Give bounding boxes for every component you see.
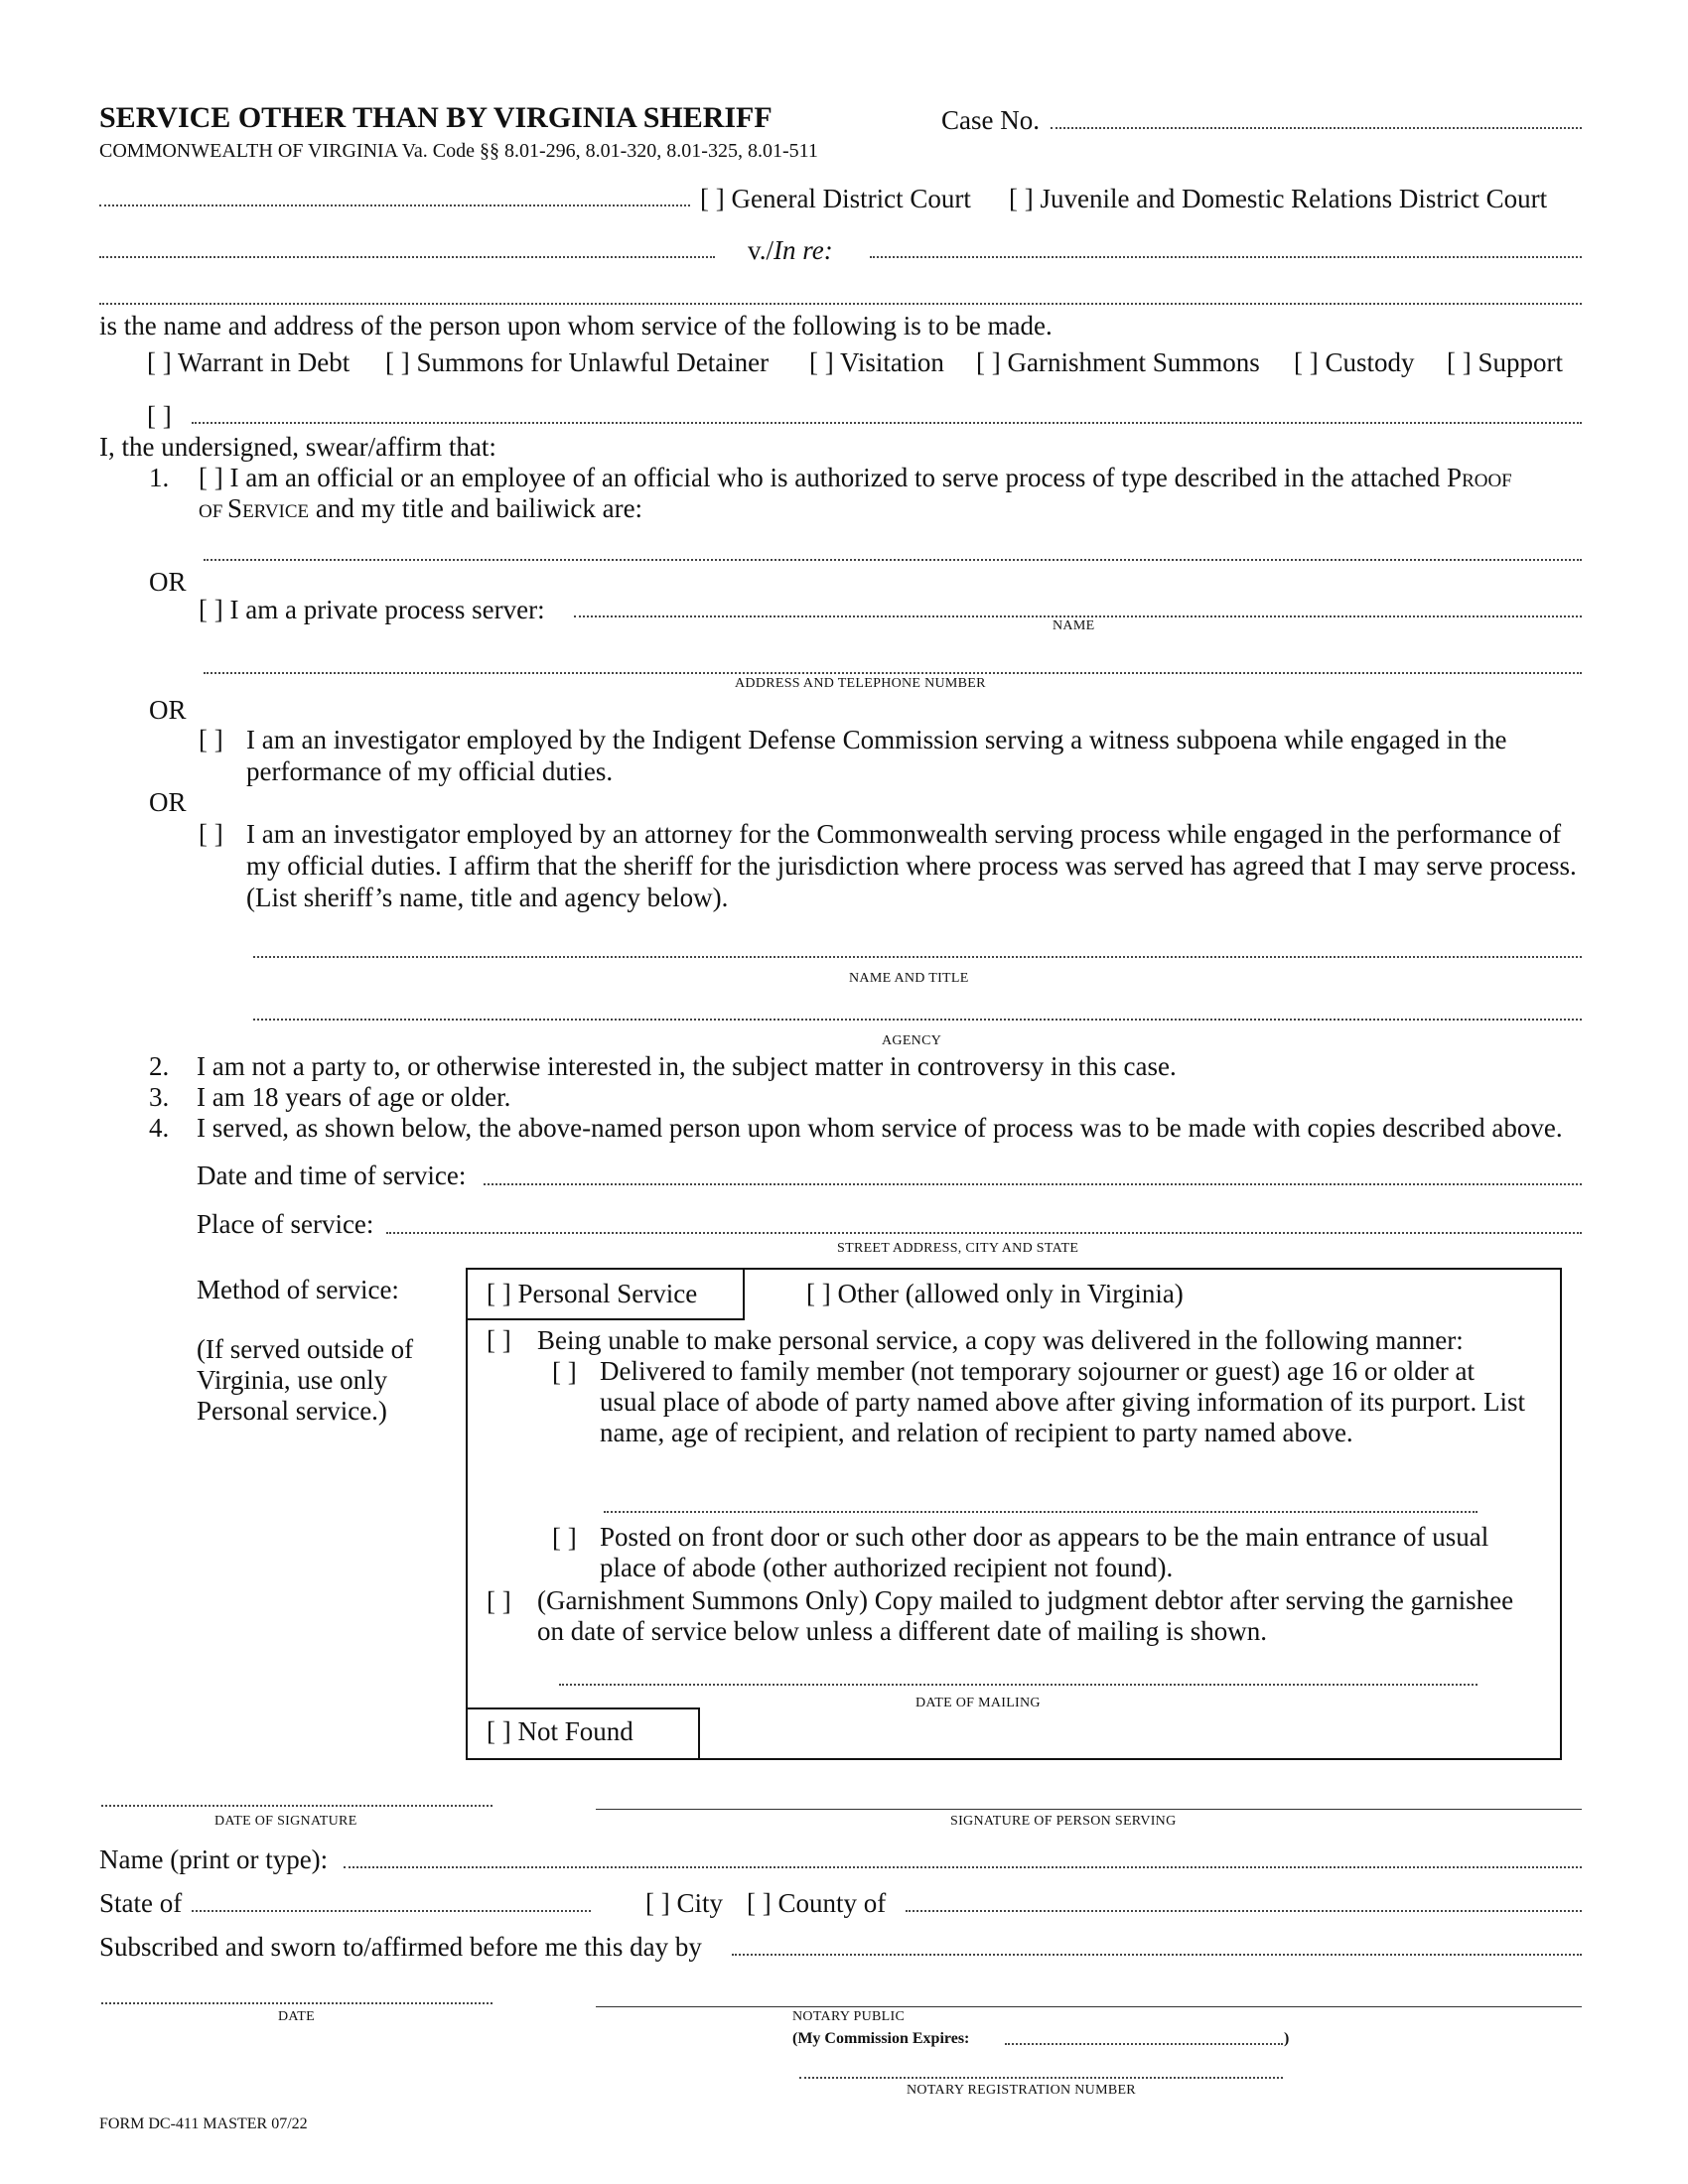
private-server-checkbox[interactable]: [ ] I am a private process server: <box>199 595 545 624</box>
notary-signature-field[interactable] <box>596 2006 1582 2007</box>
signature-field[interactable] <box>596 1809 1582 1810</box>
item-2-number: 2. <box>149 1051 170 1081</box>
commission-close: ) <box>1284 2030 1290 2047</box>
family-member-checkbox[interactable]: [ ] <box>552 1357 577 1387</box>
defendant-field[interactable] <box>870 256 1582 258</box>
caption-date-mailing: DATE OF MAILING <box>915 1696 1041 1710</box>
item-4-number: 4. <box>149 1113 170 1143</box>
form-number: FORM DC-411 MASTER 07/22 <box>99 2116 308 2132</box>
or-label-3: OR <box>149 787 187 817</box>
unlawful-detainer-checkbox[interactable]: [ ] Summons for Unlawful Detainer <box>385 347 770 377</box>
form-subtitle: COMMONWEALTH OF VIRGINIA Va. Code §§ 8.01-296, 8.01-320, 8.01-325, 8.01-511 <box>99 140 818 162</box>
name-print-label: Name (print or type): <box>99 1844 329 1874</box>
or-label-2: OR <box>149 695 187 725</box>
caption-street: STREET ADDRESS, CITY AND STATE <box>837 1241 1079 1256</box>
garnishment-mailed-checkbox[interactable]: [ ] <box>487 1586 511 1616</box>
caption-address: ADDRESS AND TELEPHONE NUMBER <box>735 676 986 691</box>
form-title: SERVICE OTHER THAN BY VIRGINIA SHERIFF <box>99 101 773 134</box>
unable-text: Being unable to make personal service, a copy was delivered in the following manner: <box>537 1325 1464 1355</box>
other-service-checkbox[interactable]: [ ] Other (allowed only in Virginia) <box>806 1279 1184 1308</box>
subscribed-by-field[interactable] <box>732 1954 1582 1956</box>
case-no-label: Case No. <box>941 105 1040 135</box>
custody-checkbox[interactable]: [ ] Custody <box>1294 347 1415 377</box>
posted-checkbox[interactable]: [ ] <box>552 1523 577 1553</box>
general-district-checkbox[interactable]: [ ] General District Court <box>700 184 971 213</box>
notary-date-field[interactable] <box>101 2002 492 2004</box>
plaintiff-field[interactable] <box>99 256 715 258</box>
investigator-idc-checkbox[interactable]: [ ] <box>199 725 223 754</box>
item-4-text: I served, as shown below, the above-named person upon whom service of process was to be made with copies described above. <box>197 1113 1563 1143</box>
item-2-text: I am not a party to, or otherwise interested in, the subject matter in controversy in this case. <box>197 1051 1177 1081</box>
date-time-label: Date and time of service: <box>197 1160 467 1190</box>
court-name-field[interactable] <box>99 205 690 206</box>
investigator-cw-text: I am an investigator employed by an attorney for the Commonwealth serving process while engaged in the performance of my official duties. I affirm that the sheriff for the jurisdiction where process was served has agreed that I may serve process. (List sheriff’s name, title and agency below). <box>246 819 1577 912</box>
state-label: State of <box>99 1888 183 1918</box>
garnishment-mailed-text: (Garnishment Summons Only) Copy mailed to judgment debtor after serving the garnishee on date of service below unless a different date of mailing is shown. <box>537 1585 1514 1646</box>
date-time-field[interactable] <box>484 1183 1582 1185</box>
investigator-idc-text: I am an investigator employed by the Indigent Defense Commission serving a witness subpoena while engaged in the performance of my official duties. <box>246 725 1507 786</box>
recipient-info-field[interactable] <box>604 1511 1477 1513</box>
warrant-in-debt-checkbox[interactable]: [ ] Warrant in Debt <box>147 347 351 377</box>
or-label-1: OR <box>149 567 187 597</box>
item-3-text: I am 18 years of age or older. <box>197 1082 511 1112</box>
private-server-name-field[interactable] <box>574 615 1582 617</box>
item-1-text-cont: OF SERVICE and my title and bailiwick are: <box>199 493 643 523</box>
state-field[interactable] <box>192 1910 591 1912</box>
registration-number-field[interactable] <box>799 2077 1283 2079</box>
date-of-signature-field[interactable] <box>101 1805 492 1807</box>
caption-notary-public: NOTARY PUBLIC <box>792 2009 906 2024</box>
title-bailiwick-field[interactable] <box>204 559 1582 561</box>
name-print-field[interactable] <box>344 1866 1582 1868</box>
item-1-text[interactable]: [ ] I am an official or an employee of an official who is authorized to serve process of type described in the attached PROOF <box>199 463 1512 492</box>
city-checkbox[interactable]: [ ] City <box>645 1888 723 1918</box>
family-member-text: Delivered to family member (not temporary sojourner or guest) age 16 or older at usual place of abode of party named above after giving information of its purport. List name, age of recipient, and relation of recipient to party named above. <box>600 1356 1525 1447</box>
caption-date-signature: DATE OF SIGNATURE <box>214 1814 357 1829</box>
caption-name: NAME <box>1053 618 1095 633</box>
place-label: Place of service: <box>197 1209 374 1239</box>
juvenile-court-checkbox[interactable]: [ ] Juvenile and Domestic Relations District Court <box>1009 184 1548 213</box>
caption-name-title: NAME AND TITLE <box>849 971 969 986</box>
case-no-field[interactable] <box>1051 127 1582 129</box>
caption-date: DATE <box>278 2009 315 2024</box>
commission-expires-field[interactable] <box>1005 2043 1283 2045</box>
commission-label: (My Commission Expires: <box>792 2030 970 2047</box>
investigator-cw-checkbox[interactable]: [ ] <box>199 819 223 849</box>
not-found-checkbox[interactable]: [ ] Not Found <box>487 1716 633 1746</box>
place-of-service-field[interactable] <box>386 1232 1582 1234</box>
person-name-address-field[interactable] <box>99 303 1582 305</box>
v-in-re-label: v./In re: <box>748 235 833 265</box>
other-process-checkbox[interactable]: [ ] <box>147 401 172 431</box>
item-3-number: 3. <box>149 1082 170 1112</box>
county-checkbox[interactable]: [ ] County of <box>747 1888 887 1918</box>
sheriff-agency-field[interactable] <box>253 1019 1582 1021</box>
posted-text: Posted on front door or such other door as appears to be the main entrance of usual place of abode (other authorized recipient not found). <box>600 1522 1489 1582</box>
method-label: Method of service: <box>197 1275 399 1304</box>
other-process-field[interactable] <box>192 422 1582 424</box>
caption-signature: SIGNATURE OF PERSON SERVING <box>950 1814 1177 1829</box>
garnishment-summons-checkbox[interactable]: [ ] Garnishment Summons <box>976 347 1260 377</box>
outside-va-note: (If served outside of Virginia, use only Personal service.) <box>197 1334 414 1426</box>
visitation-checkbox[interactable]: [ ] Visitation <box>809 347 944 377</box>
person-description: is the name and address of the person upon whom service of the following is to be made. <box>99 311 1053 341</box>
unable-checkbox[interactable]: [ ] <box>487 1325 511 1355</box>
personal-service-checkbox[interactable]: [ ] Personal Service <box>487 1279 698 1308</box>
caption-agency: AGENCY <box>882 1033 942 1048</box>
item-1-number: 1. <box>149 463 170 492</box>
support-checkbox[interactable]: [ ] Support <box>1447 347 1563 377</box>
city-county-field[interactable] <box>906 1910 1582 1912</box>
subscribed-label: Subscribed and sworn to/affirmed before me this day by <box>99 1932 702 1962</box>
caption-registration: NOTARY REGISTRATION NUMBER <box>907 2083 1136 2098</box>
sheriff-name-title-field[interactable] <box>253 956 1582 958</box>
date-of-mailing-field[interactable] <box>559 1684 1477 1686</box>
address-telephone-field[interactable] <box>204 672 1582 674</box>
affirm-intro: I, the undersigned, swear/affirm that: <box>99 432 496 462</box>
